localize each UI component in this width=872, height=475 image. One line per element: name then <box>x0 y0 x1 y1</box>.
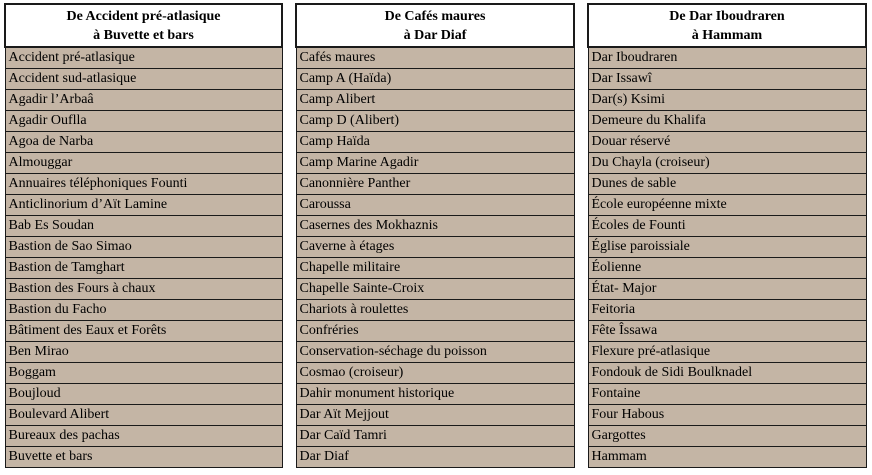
table-cell: Écoles de Founti <box>588 216 866 237</box>
table-cell: Chapelle Sainte-Croix <box>296 279 574 300</box>
table-row <box>296 321 574 342</box>
table-row <box>588 279 866 300</box>
table-cell: Confréries <box>296 321 574 342</box>
table-row <box>296 384 574 405</box>
table-cell: Camp Alibert <box>296 90 574 111</box>
table-row <box>5 258 282 279</box>
index-table-column-3 <box>587 3 867 468</box>
table-cell: Feitoria <box>588 300 866 321</box>
table-cell: Boujloud <box>5 384 282 405</box>
table-cell: Canonnière Panther <box>296 174 574 195</box>
table-cell: Caroussa <box>296 195 574 216</box>
table-cell: Bastion de Tamghart <box>5 258 282 279</box>
header-line-1: De Accident pré-atlasique <box>66 8 221 24</box>
table-cell: Agadir Ouflla <box>5 111 282 132</box>
table-row <box>296 195 574 216</box>
table-row <box>588 426 866 447</box>
table-row <box>5 111 282 132</box>
table-cell: Anticlinorium d’Aït Lamine <box>5 195 282 216</box>
table-row <box>296 47 574 69</box>
table-cell: Éolienne <box>588 258 866 279</box>
table-row <box>588 237 866 258</box>
table-cell: Camp Haïda <box>296 132 574 153</box>
table-row <box>588 258 866 279</box>
header-line-1: De Cafés maures <box>384 8 486 24</box>
table-cell: Dar Iboudraren <box>588 47 866 69</box>
table-row <box>588 69 866 90</box>
table-row <box>5 174 282 195</box>
table-cell: Almouggar <box>5 153 282 174</box>
table-cell: Dar Caïd Tamri <box>296 426 574 447</box>
table-cell: Camp D (Alibert) <box>296 111 574 132</box>
table-row <box>588 321 866 342</box>
table-cell: Bastion de Sao Simao <box>5 237 282 258</box>
table-cell: Gargottes <box>588 426 866 447</box>
table-row <box>588 342 866 363</box>
table-cell: Ben Mirao <box>5 342 282 363</box>
table-row <box>5 132 282 153</box>
table-cell: Hammam <box>588 447 866 468</box>
table-row <box>588 447 866 468</box>
table-row <box>296 69 574 90</box>
table-row <box>588 132 866 153</box>
column-header <box>5 4 282 47</box>
table-row <box>296 132 574 153</box>
header-line-2: à Hammam <box>691 27 763 43</box>
index-table-column-1 <box>4 3 283 468</box>
table-header-row <box>296 4 574 47</box>
table-cell: Dar Diaf <box>296 447 574 468</box>
table-cell: Bâtiment des Eaux et Forêts <box>5 321 282 342</box>
table-cell: Four Habous <box>588 405 866 426</box>
table-header-row <box>5 4 282 47</box>
table-row <box>296 153 574 174</box>
table-row <box>588 174 866 195</box>
table-row <box>296 342 574 363</box>
table-row <box>588 300 866 321</box>
table-row <box>5 321 282 342</box>
table-cell: Buvette et bars <box>5 447 282 468</box>
table-cell: Dunes de sable <box>588 174 866 195</box>
table-row <box>5 384 282 405</box>
table-cell: Annuaires téléphoniques Founti <box>5 174 282 195</box>
table-cell: Demeure du Khalifa <box>588 111 866 132</box>
table-cell: Cosmao (croiseur) <box>296 363 574 384</box>
table-row <box>5 47 282 69</box>
column-header <box>588 4 866 47</box>
table-cell: Dahir monument historique <box>296 384 574 405</box>
table-row <box>5 447 282 468</box>
table-cell: Du Chayla (croiseur) <box>588 153 866 174</box>
table-row <box>588 90 866 111</box>
table-row <box>296 447 574 468</box>
table-row <box>588 405 866 426</box>
table-row <box>5 69 282 90</box>
table-row <box>5 90 282 111</box>
table-row <box>5 153 282 174</box>
table-row <box>296 363 574 384</box>
table-cell: Fête Îssawa <box>588 321 866 342</box>
table-row <box>588 195 866 216</box>
table-cell: Bastion des Fours à chaux <box>5 279 282 300</box>
table-cell: Église paroissiale <box>588 237 866 258</box>
table-row <box>296 174 574 195</box>
table-row <box>588 216 866 237</box>
table-cell: Camp Marine Agadir <box>296 153 574 174</box>
table-row <box>296 216 574 237</box>
table-cell: Boggam <box>5 363 282 384</box>
table-row <box>296 279 574 300</box>
table-cell: Caverne à étages <box>296 237 574 258</box>
table-cell: Bab Es Soudan <box>5 216 282 237</box>
table-cell: Dar(s) Ksimi <box>588 90 866 111</box>
table-cell: Agoa de Narba <box>5 132 282 153</box>
table-row <box>296 258 574 279</box>
table-cell: Douar réservé <box>588 132 866 153</box>
header-line-2: à Dar Diaf <box>403 27 467 43</box>
table-cell: Cafés maures <box>296 47 574 69</box>
table-cell: Fontaine <box>588 384 866 405</box>
table-row <box>5 216 282 237</box>
header-line-1: De Dar Iboudraren <box>669 8 785 24</box>
table-row <box>5 426 282 447</box>
table-cell: État- Major <box>588 279 866 300</box>
table-row <box>588 111 866 132</box>
table-cell: Boulevard Alibert <box>5 405 282 426</box>
table-row <box>296 405 574 426</box>
table-row <box>588 384 866 405</box>
column-header <box>296 4 574 47</box>
table-cell: Flexure pré-atlasique <box>588 342 866 363</box>
index-table-column-2 <box>295 3 575 468</box>
table-cell: Casernes des Mokhaznis <box>296 216 574 237</box>
table-row <box>588 363 866 384</box>
header-line-2: à Buvette et bars <box>93 27 194 43</box>
table-cell: Conservation-séchage du poisson <box>296 342 574 363</box>
table-row <box>588 47 866 69</box>
table-cell: Fondouk de Sidi Boulknadel <box>588 363 866 384</box>
table-cell: Bureaux des pachas <box>5 426 282 447</box>
table-row <box>296 426 574 447</box>
table-cell: Accident pré-atlasique <box>5 47 282 69</box>
table-cell: Accident sud-atlasique <box>5 69 282 90</box>
table-cell: Bastion du Facho <box>5 300 282 321</box>
table-row <box>296 111 574 132</box>
table-row <box>5 279 282 300</box>
table-cell: École européenne mixte <box>588 195 866 216</box>
table-row <box>5 342 282 363</box>
table-row <box>5 405 282 426</box>
table-row <box>5 237 282 258</box>
table-row <box>296 237 574 258</box>
table-row <box>5 195 282 216</box>
table-cell: Chapelle militaire <box>296 258 574 279</box>
table-cell: Chariots à roulettes <box>296 300 574 321</box>
table-cell: Camp A (Haïda) <box>296 69 574 90</box>
table-cell: Dar Aït Mejjout <box>296 405 574 426</box>
table-row <box>5 363 282 384</box>
table-cell: Dar Issawî <box>588 69 866 90</box>
table-row <box>588 153 866 174</box>
table-row <box>5 300 282 321</box>
table-row <box>296 300 574 321</box>
table-header-row <box>588 4 866 47</box>
table-cell: Agadir l’Arbaâ <box>5 90 282 111</box>
table-row <box>296 90 574 111</box>
